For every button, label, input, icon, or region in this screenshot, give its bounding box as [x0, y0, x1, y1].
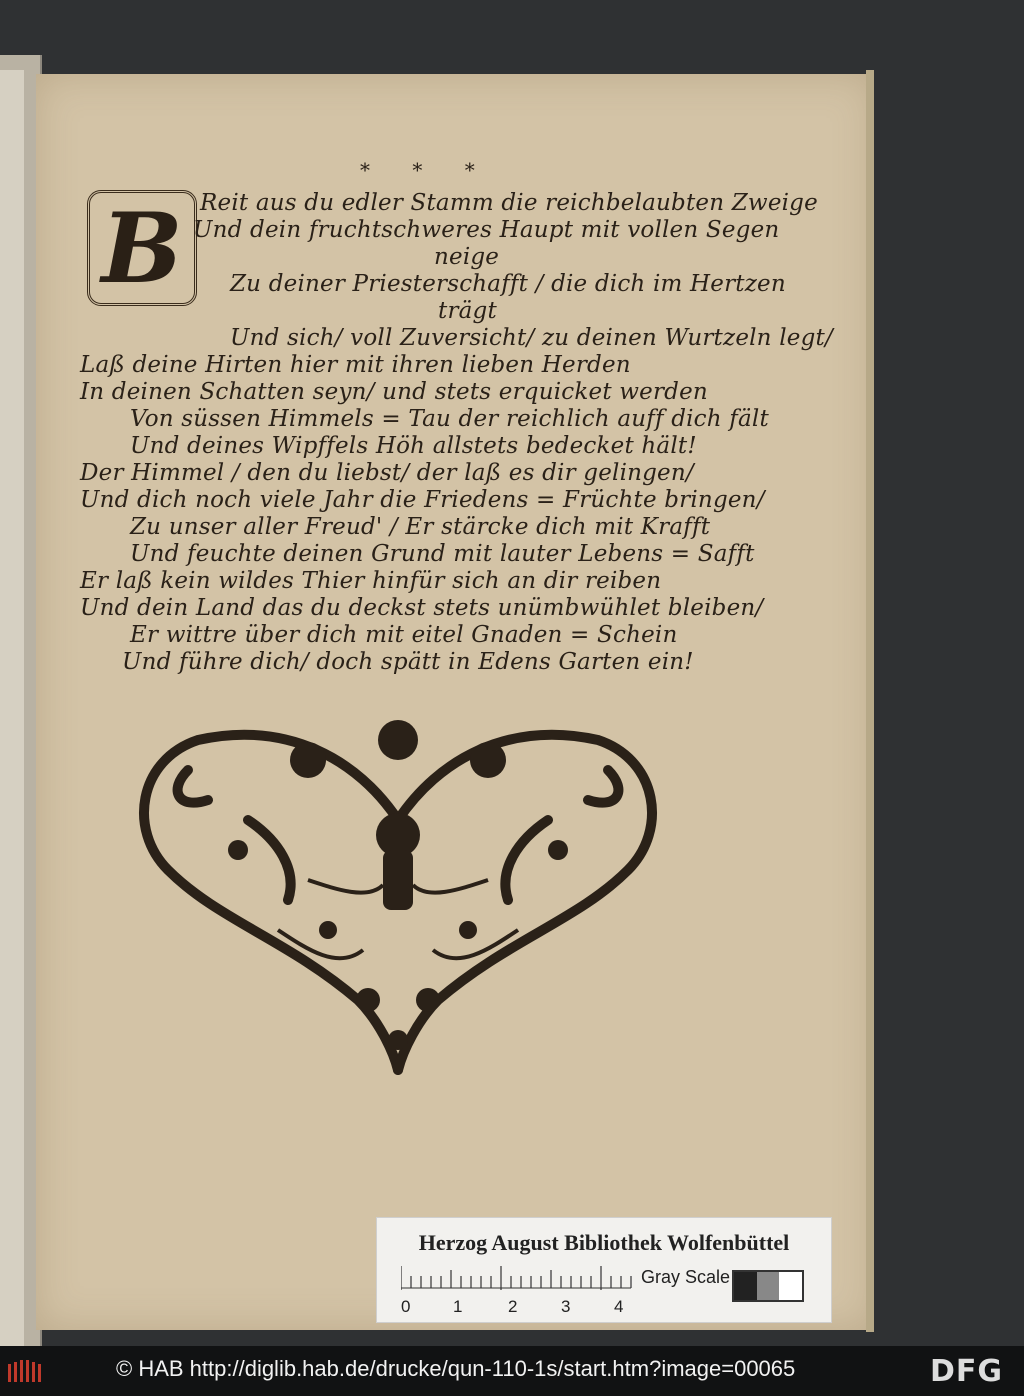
floral-woodcut-ornament — [128, 700, 668, 1080]
copyright-url: © HAB http://diglib.hab.de/drucke/qun-110-1s/start.htm?image=00065 — [116, 1356, 796, 1381]
poem-line: Reit aus du edler Stamm die reichbelaubten Zweige — [200, 190, 818, 216]
poem-line: Er wittre über dich mit eitel Gnaden = Schein — [130, 622, 678, 648]
gray-swatch-white — [779, 1272, 802, 1300]
poem-text — [0, 0, 1024, 680]
scale-number: 4 — [614, 1297, 624, 1316]
poem-line: Und führe dich/ doch spätt in Edens Garten ein! — [122, 649, 694, 675]
scale-ruler — [401, 1266, 636, 1318]
scale-number: 1 — [453, 1297, 463, 1316]
decorated-initial: B — [87, 190, 197, 306]
poem-line: In deinen Schatten seyn/ und stets erquicket werden — [80, 379, 708, 405]
poem-line: Er laß kein wildes Thier hinfür sich an dir reiben — [80, 568, 662, 594]
poem-line: Und dein fruchtschweres Haupt mit vollen Segen — [193, 217, 780, 243]
poem-line: trägt — [438, 298, 497, 324]
poem-line: Und dein Land das du deckst stets unümbwühlet bleiben/ — [80, 595, 764, 621]
poem-line: neige — [434, 244, 500, 270]
library-logo-icon — [6, 1358, 46, 1386]
gray-scale-swatch — [732, 1270, 804, 1302]
library-color-target — [376, 1217, 832, 1323]
gray-swatch-black — [734, 1272, 757, 1300]
poem-line: Zu unser aller Freud' / Er stärcke dich mit Krafft — [130, 514, 711, 540]
dfg-logo: DFG — [930, 1354, 1004, 1389]
poem-line: Laß deine Hirten hier mit ihren lieben Herden — [80, 352, 631, 378]
poem-line: Und feuchte deinen Grund mit lauter Lebens = Safft — [130, 541, 755, 567]
poem-line: Und sich/ voll Zuversicht/ zu deinen Wurtzeln legt/ — [230, 325, 833, 351]
poem-line: Und dich noch viele Jahr die Friedens = Früchte bringen/ — [80, 487, 765, 513]
scale-number: 0 — [401, 1297, 411, 1316]
scale-number: 3 — [561, 1297, 571, 1316]
library-name: Herzog August Bibliothek Wolfenbüttel — [418, 1230, 790, 1255]
poem-line: Der Himmel / den du liebst/ der laß es dir gelingen/ — [80, 460, 694, 486]
stars-decoration: * * * — [360, 158, 493, 182]
poem-line: Von süssen Himmels = Tau der reichlich auff dich fält — [130, 406, 769, 432]
scale-number: 2 — [508, 1297, 518, 1316]
gray-scale-label: Gray Scale — [641, 1267, 731, 1287]
poem-line: Zu deiner Priesterschafft / die dich im Hertzen — [230, 271, 786, 297]
gray-swatch-mid — [757, 1272, 780, 1300]
poem-line: Und deines Wipffels Höh allstets bedecket hält! — [130, 433, 697, 459]
footer-bar — [0, 1346, 1024, 1396]
